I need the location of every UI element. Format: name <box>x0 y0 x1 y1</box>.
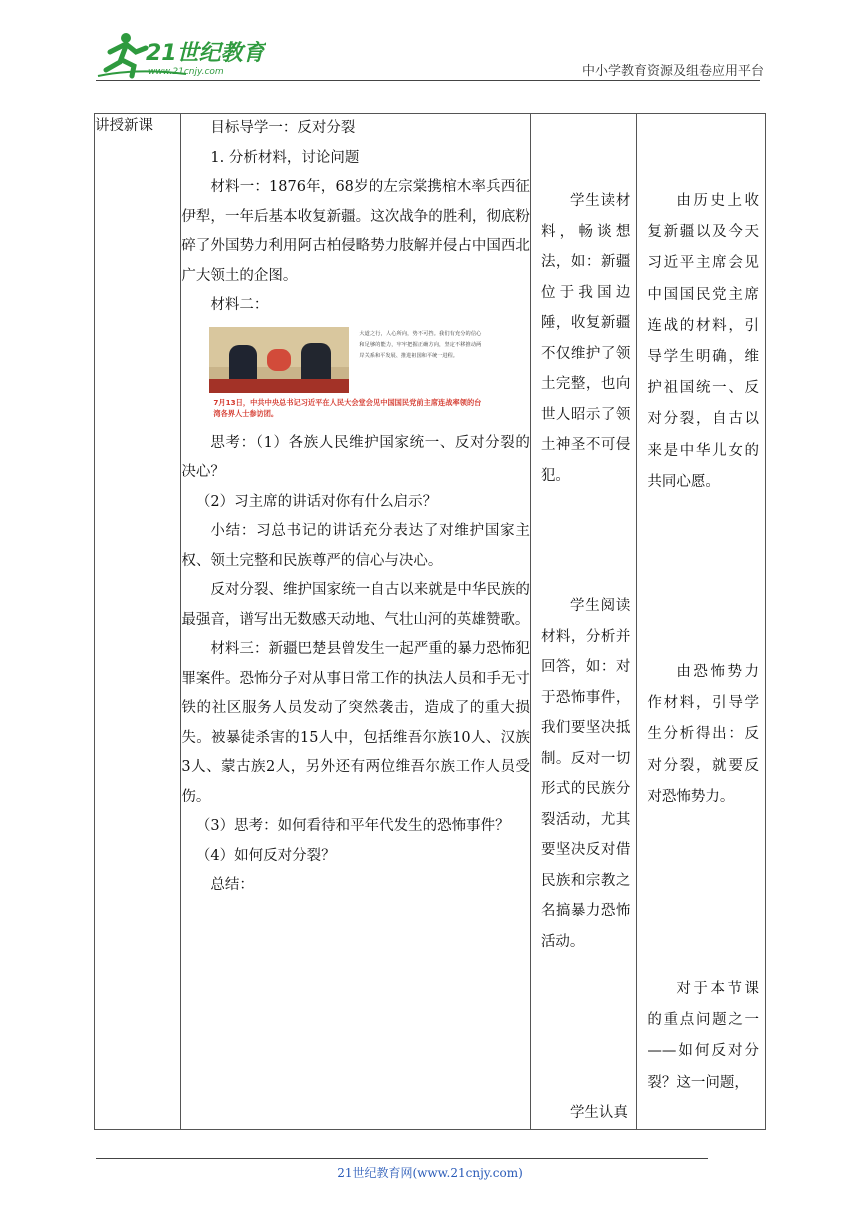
summary-two: 反对分裂、维护国家统一自古以来就是中华民族的最强音，谱写出无数感天动地、气壮山河的英雄赞歌。 <box>181 582 530 628</box>
student-activity-1: 学生读材料，畅谈想法，如：新疆位于我国边陲，收复新疆不仅维护了领土完整，也向世人昭示了领土神圣不可侵犯。 <box>540 193 631 484</box>
footer-text: 21世纪教育网(www.21cnjy.com) <box>337 1166 523 1180</box>
section-label: 讲授新课 <box>95 114 181 1130</box>
photo-quote: 大道之行，人心所向，势不可挡。我们有充分的信心和足够的能力，牢牢把握正确方向，坚定不移推动两岸关系和平发展、推进祖国和平统一进程。 <box>359 330 482 359</box>
header-divider <box>96 80 760 81</box>
think-question-3: （3）思考：如何看待和平年代发生的恐怖事件？ <box>195 818 510 834</box>
svg-text:www.21cnjy.com: www.21cnjy.com <box>148 67 224 77</box>
photo-image <box>209 327 349 393</box>
page-header <box>0 0 860 90</box>
material-two-label: 材料二： <box>210 297 269 313</box>
svg-text:21世纪教育: 21世纪教育 <box>146 41 265 66</box>
footer-divider <box>96 1158 708 1159</box>
goal-heading: 目标导学一：反对分裂 <box>210 120 356 136</box>
site-logo <box>96 30 266 82</box>
summary-one: 小结：习总书记的讲话充分表达了对维护国家主权、领土完整和民族尊严的信心与决心。 <box>181 523 530 569</box>
design-intent-3: 对于本节课的重点问题之一——如何反对分裂？这一问题， <box>647 981 759 1091</box>
step-heading: 1. 分析材料，讨论问题 <box>210 149 360 166</box>
platform-name: 中小学教育资源及组卷应用平台 <box>581 64 764 79</box>
runner-icon <box>96 30 266 82</box>
student-activity-column <box>530 114 636 1130</box>
material-one: 材料一：1876年，68岁的左宗棠携棺木率兵西征伊犁，一年后基本收复新疆。这次战争的胜利，彻底粉碎了外国势力利用阿古柏侵略势力肢解并侵占中国西北广大领土的企图。 <box>181 179 530 284</box>
conclusion-label: 总结： <box>210 877 254 893</box>
material-three: 材料三：新疆巴楚县曾发生一起严重的暴力恐怖犯罪案件。恐怖分子对从事日常工作的执法人员和手无寸铁的社区服务人员发动了突然袭击，造成了的重大损失。被暴徒杀害的15人中，包括维吾尔族10人、汉族3人、蒙古族2人，另外还有两位维吾尔族工作人员受伤。 <box>181 641 530 805</box>
think-question-2: （2）习主席的讲话对你有什么启示？ <box>195 493 438 510</box>
lesson-table <box>94 113 766 1130</box>
student-activity-3: 学生认真 <box>569 1105 628 1121</box>
meeting-photo <box>209 327 481 421</box>
design-intent-column <box>637 114 766 1130</box>
student-activity-2: 学生阅读材料，分析并回答，如：对于恐怖事件，我们要坚决抵制。反对一切形式的民族分裂活动，尤其要坚决反对借民族和宗教之名搞暴力恐怖活动。 <box>540 598 631 950</box>
think-question-1: 思考：（1）各族人民维护国家统一、反对分裂的决心？ <box>181 434 530 480</box>
think-question-4: （4）如何反对分裂？ <box>195 847 336 864</box>
lesson-content <box>181 114 531 1130</box>
design-intent-1: 由历史上收复新疆以及今天习近平主席会见中国国民党主席连战的材料，引导学生明确，维护祖国统一、反对分裂，自古以来是中华儿女的共同心愿。 <box>647 193 759 490</box>
design-intent-2: 由恐怖势力作材料，引导学生分析得出：反对分裂，就要反对恐怖势力。 <box>647 664 759 805</box>
photo-caption: 7月13日，中共中央总书记习近平在人民大会堂会见中国国民党前主席连战率领的台湾各界人士参访团。 <box>213 397 482 418</box>
